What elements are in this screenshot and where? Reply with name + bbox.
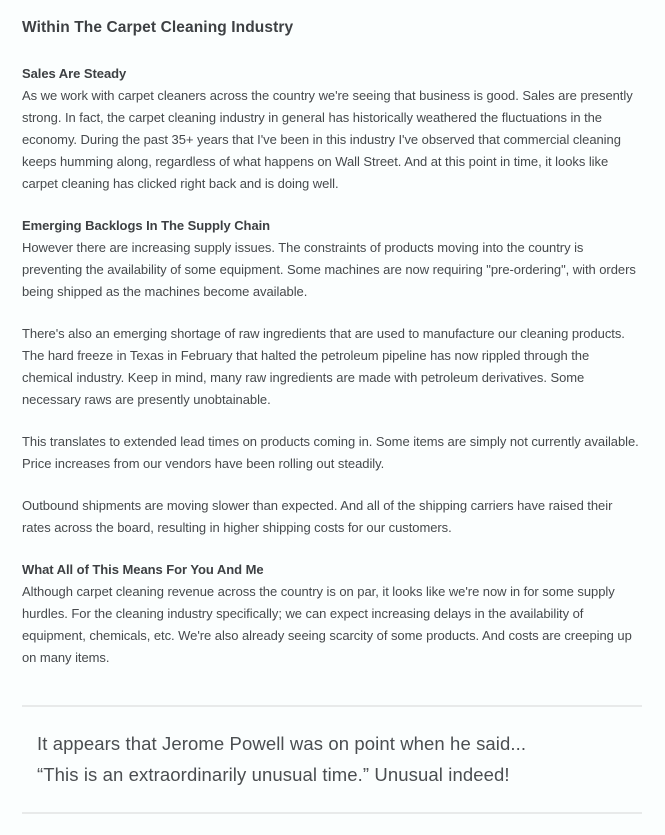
paragraph: As we work with carpet cleaners across the country we're seeing that business is good. Sales are presently strong. In fact, the carpet cleaning industry in general has historically weathered the fluctuations in the economy. During the past 35+ years that I've been in this industry I've observed that commercial cleaning keeps humming along, regardless of what happens on Wall Street. And at this point in time, it looks like carpet cleaning has clicked right back and is doing well. xyxy=(22,88,633,191)
quote-line: “This is an extraordinarily unusual time.” Unusual indeed! xyxy=(37,764,510,785)
section-heading: What All of This Means For You And Me xyxy=(22,562,264,577)
paragraph: Although carpet cleaning revenue across the country is on par, it looks like we're now in for some supply hurdles. For the cleaning industry specifically; we can expect increasing delays in the availability of equipment, chemicals, etc. We're also already seeing scarcity of some products. And costs are creeping up on many items. xyxy=(22,584,632,665)
section-what-this-means xyxy=(22,559,642,669)
pull-quote xyxy=(22,707,642,812)
paragraph: This translates to extended lead times on products coming in. Some items are simply not currently available. Price increases from our vendors have been rolling out steadily. xyxy=(22,434,639,471)
quote-line: It appears that Jerome Powell was on point when he said... xyxy=(37,733,527,754)
divider xyxy=(22,812,642,814)
section-heading: Sales Are Steady xyxy=(22,66,127,81)
paragraph: There's also an emerging shortage of raw ingredients that are used to manufacture our cleaning products. The hard freeze in Texas in February that halted the petroleum pipeline has now rippled through the chemical industry. Keep in mind, many raw ingredients are made with petroleum derivatives. Some necessary raws are presently unobtainable. xyxy=(22,326,625,407)
section-supply-chain-backlogs xyxy=(22,215,642,539)
section-heading: Emerging Backlogs In The Supply Chain xyxy=(22,218,271,233)
paragraph: However there are increasing supply issues. The constraints of products moving into the country is preventing the availability of some equipment. Some machines are now requiring "pre-ordering", with orders being shipped as the machines become available. xyxy=(22,240,636,299)
paragraph: Outbound shipments are moving slower than expected. And all of the shipping carriers have raised their rates across the board, resulting in higher shipping costs for our customers. xyxy=(22,498,613,535)
section-sales-are-steady xyxy=(22,63,642,195)
page-title: Within The Carpet Cleaning Industry xyxy=(22,19,294,36)
